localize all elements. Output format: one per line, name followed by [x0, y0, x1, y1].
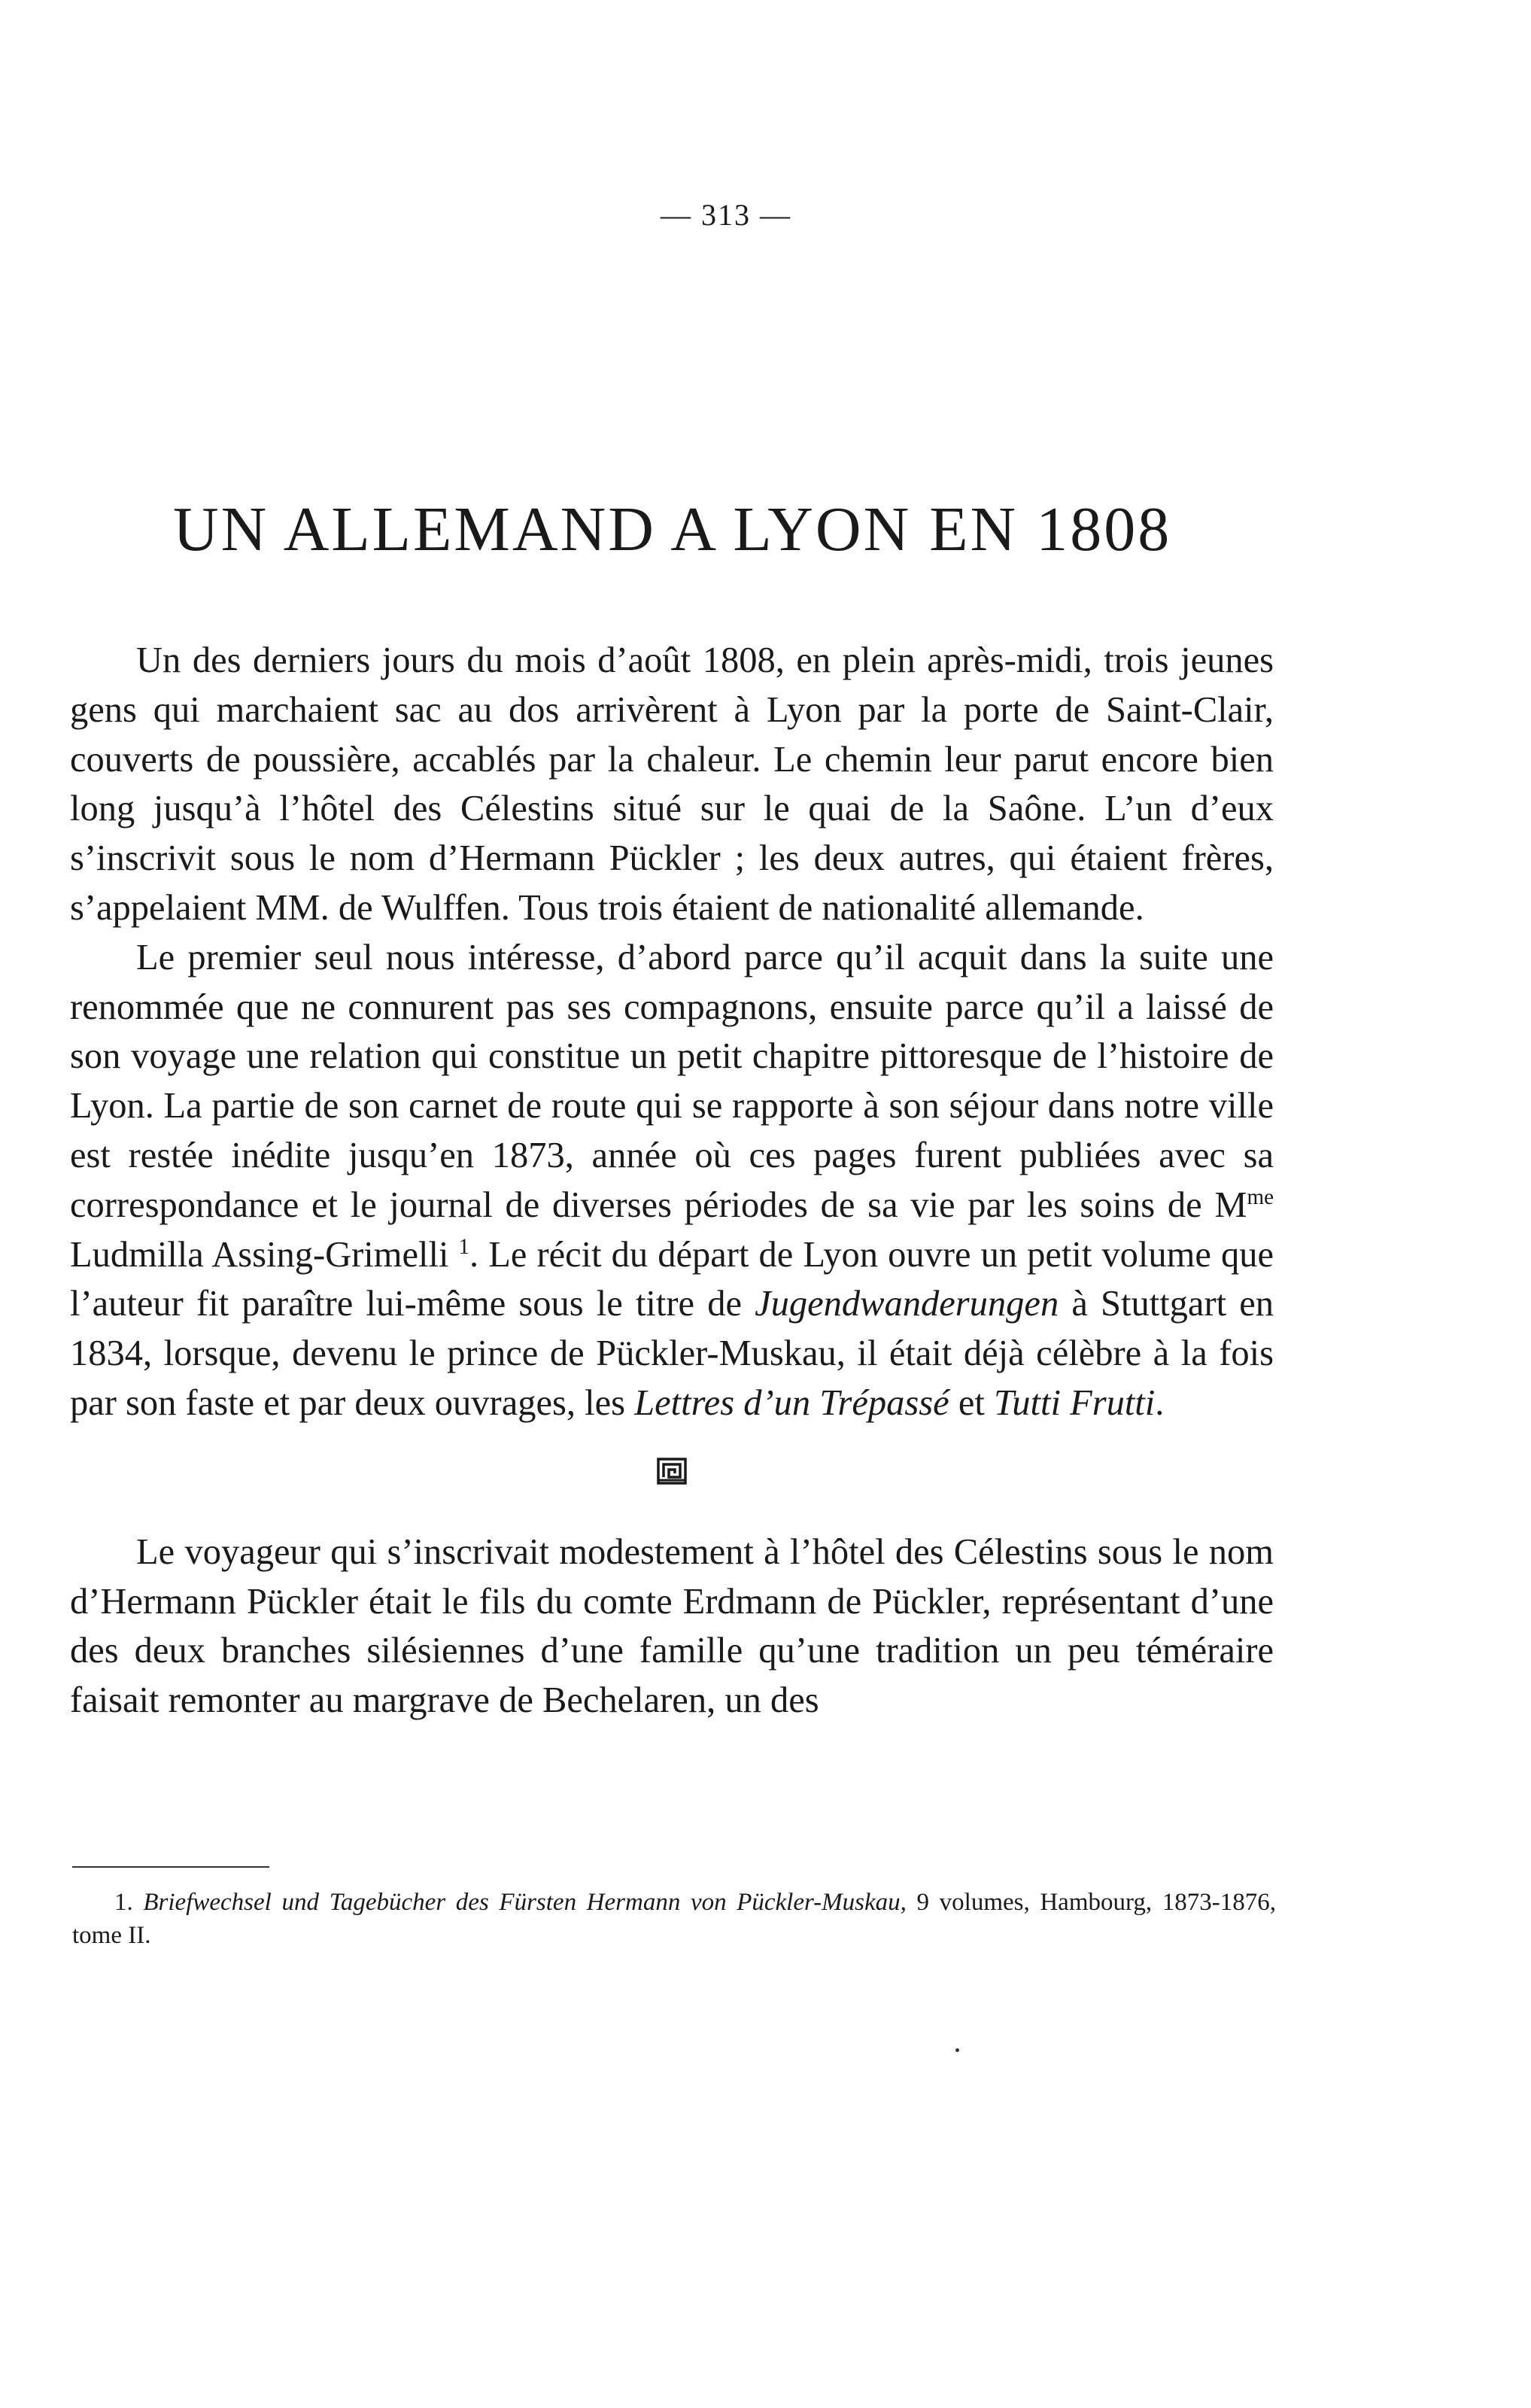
- footnote-number: 1.: [114, 1889, 144, 1916]
- paragraph-3: Le voyageur qui s’inscrivait modestement à l’hôtel des Célestins sous le nom d’Hermann Pückler était le fils du comte Erdmann de Pückler, représentant d’une des deux branches silésiennes d’une famille qu’une tradition un peu téméraire faisait remonter au margrave de Bechelaren, un des: [70, 1531, 1274, 1721]
- book-title-lettres: Lettres d’un Trépassé: [634, 1382, 949, 1423]
- paragraph-2-text-b: Ludmilla Assing-Grimelli: [70, 1234, 459, 1275]
- paragraph-2: [70, 933, 1274, 1428]
- paragraph-2-text-c: . Le récit du départ de Lyon ouvre un petit volume que l’auteur fit paraître lui-même sous le titre de: [70, 1234, 1274, 1324]
- footnote-divider: [72, 1866, 269, 1868]
- honorific-superscript: me: [1247, 1184, 1274, 1209]
- paragraph-1: Un des derniers jours du mois d’août 1808, en plein après-midi, trois jeunes gens qui marchaient sac au dos arrivèrent à Lyon par la porte de Saint-Clair, couverts de poussière, accablés par la chaleur. Le chemin leur parut encore bien long jusqu’à l’hôtel des Célestins situé sur le quai de la Saône. L’un d’eux s’inscrivit sous le nom d’Hermann Pückler ; les deux autres, qui étaient frères, s’appelaient MM. de Wulffen. Tous trois étaient de nationalité allemande.: [70, 640, 1274, 928]
- article-title: UN ALLEMAND A LYON EN 1808: [173, 494, 1172, 564]
- paragraph-2-text-a: Le premier seul nous intéresse, d’abord parce qu’il acquit dans la suite une renommée que ne connurent pas ses compagnons, ensuite parce qu’il a laissé de son voyage une relation qui constitue un petit chapitre pittoresque de l’histoire de Lyon. La partie de son carnet de route qui se rapporte à son séjour dans notre ville est restée inédite jusqu’en 1873, année où ces pages furent publiées avec sa correspondance et le journal de diverses périodes de sa vie par les soins de M: [70, 937, 1274, 1225]
- stray-dot: [955, 2048, 959, 2052]
- book-title-jugendwanderungen: Jugendwanderungen: [755, 1284, 1059, 1324]
- page-number: — 313 —: [661, 198, 791, 232]
- paragraph-2-text-d: à Stuttgart en 1834, lorsque, devenu le prince de Pückler-Muskau, il était déjà célèbre à la fois par son faste et par deux ouvrages, les: [70, 1284, 1274, 1423]
- section-ornament: [70, 1428, 1274, 1514]
- footnote-reference[interactable]: 1: [458, 1234, 470, 1259]
- book-title-tutti-frutti: Tutti Frutti: [993, 1382, 1156, 1423]
- meander-ornament-icon: [657, 1458, 687, 1485]
- paragraph-2-text-e: et: [949, 1382, 994, 1423]
- article-body: [70, 636, 1274, 1725]
- footnote-1: [72, 1886, 1276, 1952]
- footnote-text: 9 volumes, Hambourg, 1873-1876, tome II.: [72, 1889, 1277, 1949]
- footnote-title: Briefwechsel und Tagebücher des Fürsten Hermann von Pückler-Muskau,: [143, 1889, 907, 1916]
- paragraph-2-text-f: .: [1155, 1382, 1165, 1423]
